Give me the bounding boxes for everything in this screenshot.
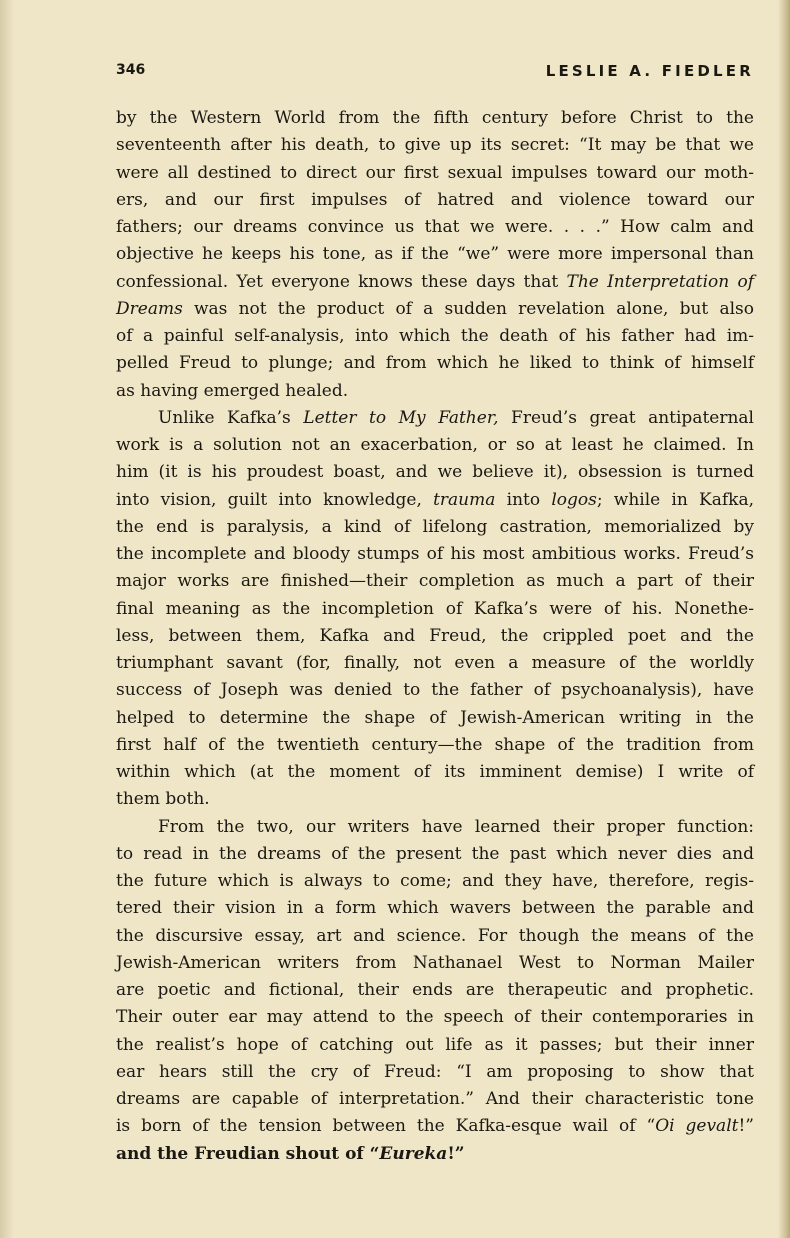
text-line [116,132,754,159]
text-span: seventeenth after his death, to give up its secret: “It may be that we [116,135,754,156]
text-line [116,187,754,214]
text-span: ear hears still the cry of Freud: “I am proposing to show that [116,1061,754,1082]
text-span: him (it is his proudest boast, and we believe it), obsession is turned [116,462,754,483]
text-line [116,1032,754,1059]
text-line [116,895,754,922]
text-span: them both. [116,789,210,810]
text-span: From the two, our writers have learned their proper function: [158,816,754,837]
text-span: helped to determine the shape of Jewish-American writing in the [116,707,754,728]
text-line [116,705,754,732]
text-line [116,650,754,677]
text-line [116,105,754,132]
italic-span: trauma [433,489,496,510]
text-span: are poetic and fictional, their ends are therapeutic and prophetic. [116,980,754,1000]
text-line [116,514,754,541]
text-span: fathers; our dreams convince us that we were. . . .” How calm and [116,217,754,237]
text-line [116,568,754,595]
page-header [116,62,754,84]
text-span: work is a solution not an exacerbation, or so at least he claimed. In [116,435,754,455]
page-edge-shadow [778,0,790,1238]
text-span: tered their vision in a form which wavers between the parable and [116,898,754,919]
text-span: were all destined to direct our first sexual impulses toward our moth- [116,162,754,183]
text-span: of a painful self-analysis, into which the death of his father had im- [116,326,754,346]
text-span: the discursive essay, art and science. For though the means of the [116,925,754,946]
text-span: major works are finished—their completion as much a part of their [116,571,754,592]
text-line [116,923,754,950]
text-line [116,541,754,568]
text-line [116,241,754,268]
text-span: to read in the dreams of the present the past which never dies and [116,843,754,864]
italic-span: The Interpretation of [566,271,754,292]
text-line [116,323,754,350]
text-span: the future which is always to come; and they have, therefore, regis- [116,871,754,891]
text-line [116,814,754,841]
text-line [116,623,754,650]
text-span: objective he keeps his tone, as if the “we” were more impersonal than [116,244,754,265]
text-line [116,841,754,868]
text-line [116,759,754,786]
text-line [116,432,754,459]
text-line [116,378,754,405]
text-span: ers, and our first impulses of hatred and violence toward our [116,189,754,210]
text-span: less, between them, Kafka and Freud, the crippled poet and the [116,625,754,646]
text-span: and the Freudian shout of “ [116,1143,380,1164]
text-span: final meaning as the incompletion of Kafka’s were of his. Nonethe- [116,598,754,619]
text-span: the incomplete and bloody stumps of his most ambitious works. Freud’s [116,544,754,564]
text-line [116,786,754,813]
text-line [116,868,754,895]
text-line [116,350,754,377]
text-line [116,459,754,486]
italic-span: Oi gevalt [655,1116,739,1137]
page-number: 346 [116,62,146,78]
text-span: first half of the twentieth century—the shape of the tradition from [116,734,754,755]
text-line [116,950,754,977]
body-text [116,105,754,1168]
italic-span: logos [551,489,597,510]
text-line [116,977,754,1004]
text-span: by the Western World from the fifth century before Christ to the [116,108,754,128]
text-span: success of Joseph was denied to the father of psychoanalysis), have [116,680,754,701]
text-span: the end is paralysis, a kind of lifelong castration, memorialized by [116,516,754,537]
text-span: within which (at the moment of its imminent demise) I write of [116,762,754,782]
text-line [116,160,754,187]
text-span: !” [447,1143,465,1164]
text-span: into [495,489,552,510]
running-head-author: LESLIE A. FIEDLER [545,62,754,80]
text-line [116,487,754,514]
text-line [116,1113,754,1140]
text-line [116,269,754,296]
text-span: the realist’s hope of catching out life as it passes; but their inner [116,1034,754,1055]
italic-span: Letter to My Father, [303,407,499,428]
text-line [116,1059,754,1086]
text-line [116,296,754,323]
text-span: ; while in Kafka, [596,489,755,510]
text-span: pelled Freud to plunge; and from which he liked to think of himself [116,353,754,374]
text-line [116,1086,754,1113]
text-span: dreams are capable of interpretation.” And their characteristic tone [116,1089,754,1109]
text-line [116,732,754,759]
text-line [116,214,754,241]
text-span: confessional. Yet everyone knows these days that [116,271,567,292]
text-span: Unlike Kafka’s [158,407,304,428]
page-gutter-shadow [0,0,14,1238]
text-line [116,405,754,432]
text-span: Freud’s great antipaternal [498,407,754,428]
italic-span: Dreams [116,298,183,319]
text-line [116,1141,754,1168]
text-span: is born of the tension between the Kafka-esque wail of “ [116,1116,656,1137]
text-span: triumphant savant (for, finally, not even a measure of the worldly [116,653,754,673]
italic-span: Eureka [379,1143,448,1164]
text-span: !” [738,1116,754,1137]
text-span: as having emerged healed. [116,380,349,401]
text-span: was not the product of a sudden revelation alone, but also [182,298,754,319]
text-span: into vision, guilt into knowledge, [116,489,434,510]
text-line [116,1004,754,1031]
text-span: Their outer ear may attend to the speech of their contemporaries in [116,1007,754,1028]
text-span: Jewish-American writers from Nathanael West to Norman Mailer [116,952,754,973]
text-line [116,677,754,704]
text-line [116,596,754,623]
